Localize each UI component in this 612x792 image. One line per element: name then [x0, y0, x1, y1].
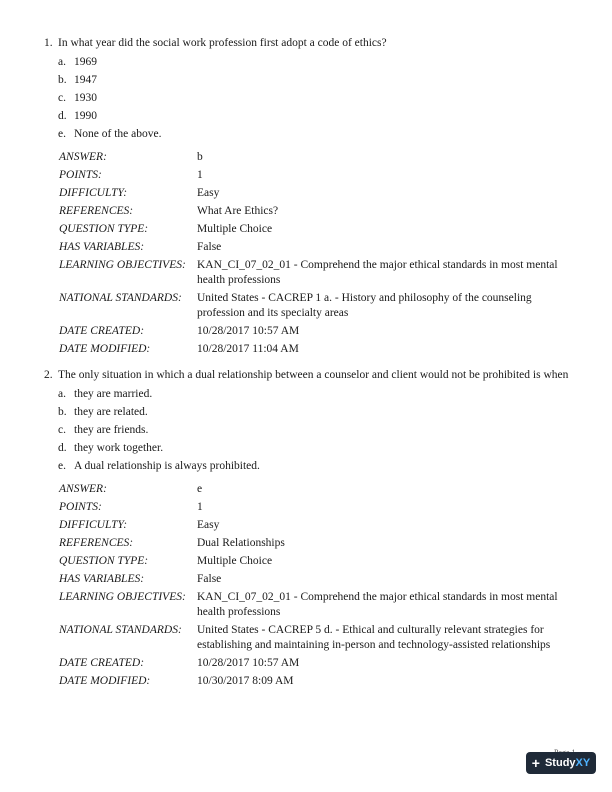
date-modified-value: 10/30/2017 8:09 AM: [197, 675, 294, 687]
answer-value: e: [197, 483, 203, 495]
date-modified-row: [59, 342, 584, 357]
points-label: POINTS:: [59, 501, 102, 513]
question-type-label: QUESTION TYPE:: [59, 223, 149, 235]
question-1: [44, 36, 584, 360]
option-letter: d.: [58, 110, 67, 122]
has-variables-label: HAS VARIABLES:: [59, 573, 145, 585]
option-d: [58, 107, 584, 125]
question-text: In what year did the social work profession first adopt a code of ethics?: [58, 37, 387, 49]
date-created-value: 10/28/2017 10:57 AM: [197, 657, 300, 669]
answer-row: [59, 482, 584, 497]
option-letter: e.: [58, 128, 66, 140]
option-letter: e.: [58, 460, 66, 472]
points-label: POINTS:: [59, 169, 102, 181]
has-variables-row: [59, 240, 584, 255]
references-value: What Are Ethics?: [197, 205, 279, 217]
option-e: [58, 125, 584, 143]
option-text: 1969: [74, 56, 97, 68]
option-text: A dual relationship is always prohibited.: [74, 460, 260, 472]
date-created-label: DATE CREATED:: [59, 325, 145, 337]
answer-row: [59, 150, 584, 165]
learning-objectives-row: [59, 258, 584, 288]
question-text: The only situation in which a dual relationship between a counselor and client would not be prohibited is when: [58, 369, 569, 381]
question-type-value: Multiple Choice: [197, 223, 273, 235]
question-2: [44, 368, 584, 692]
national-standards-value: United States - CACREP 5 d. - Ethical and culturally relevant strategies for establishing and maintaining in-person and technology-assisted relationships: [197, 624, 551, 651]
answer-value: b: [197, 151, 203, 163]
question-stem: [44, 36, 584, 51]
option-e: [58, 457, 584, 475]
references-label: REFERENCES:: [59, 537, 134, 549]
option-letter: b.: [58, 74, 67, 86]
national-standards-label: NATIONAL STANDARDS:: [59, 624, 182, 636]
question-number: 2.: [44, 369, 53, 381]
option-text: they are related.: [74, 406, 148, 418]
option-text: 1990: [74, 110, 97, 122]
option-letter: d.: [58, 442, 67, 454]
option-a: [58, 385, 584, 403]
answer-label: ANSWER:: [59, 151, 107, 163]
option-d: [58, 439, 584, 457]
points-value: 1: [197, 501, 203, 513]
date-created-label: DATE CREATED:: [59, 657, 145, 669]
has-variables-value: False: [197, 241, 222, 253]
option-b: [58, 71, 584, 89]
learning-objectives-label: LEARNING OBJECTIVES:: [59, 259, 186, 271]
references-label: REFERENCES:: [59, 205, 134, 217]
option-text: they are married.: [74, 388, 153, 400]
option-c: [58, 89, 584, 107]
difficulty-value: Easy: [197, 187, 220, 199]
national-standards-value: United States - CACREP 1 a. - History and philosophy of the counseling profession and its specialty areas: [197, 292, 532, 319]
has-variables-value: False: [197, 573, 222, 585]
option-letter: a.: [58, 56, 66, 68]
answer-options: [58, 385, 584, 475]
studyxy-badge[interactable]: [526, 752, 596, 774]
difficulty-row: [59, 518, 584, 533]
date-created-value: 10/28/2017 10:57 AM: [197, 325, 300, 337]
question-type-label: QUESTION TYPE:: [59, 555, 149, 567]
points-row: [59, 500, 584, 515]
option-letter: c.: [58, 424, 66, 436]
date-created-row: [59, 656, 584, 671]
option-text: 1930: [74, 92, 97, 104]
national-standards-label: NATIONAL STANDARDS:: [59, 292, 182, 304]
option-text: they are friends.: [74, 424, 149, 436]
has-variables-row: [59, 572, 584, 587]
option-text: None of the above.: [74, 128, 162, 140]
points-row: [59, 168, 584, 183]
question-type-row: [59, 222, 584, 237]
date-modified-label: DATE MODIFIED:: [59, 675, 151, 687]
option-letter: b.: [58, 406, 67, 418]
date-modified-row: [59, 674, 584, 689]
option-text: 1947: [74, 74, 97, 86]
question-number: 1.: [44, 37, 53, 49]
learning-objectives-value: KAN_CI_07_02_01 - Comprehend the major ethical standards in most mental health professions: [197, 259, 558, 286]
question-metadata: [59, 150, 584, 357]
option-letter: a.: [58, 388, 66, 400]
question-type-row: [59, 554, 584, 569]
references-row: [59, 204, 584, 219]
date-modified-value: 10/28/2017 11:04 AM: [197, 343, 299, 355]
learning-objectives-label: LEARNING OBJECTIVES:: [59, 591, 186, 603]
difficulty-row: [59, 186, 584, 201]
date-modified-label: DATE MODIFIED:: [59, 343, 151, 355]
learning-objectives-value: KAN_CI_07_02_01 - Comprehend the major ethical standards in most mental health professions: [197, 591, 558, 618]
option-text: they work together.: [74, 442, 164, 454]
points-value: 1: [197, 169, 203, 181]
question-type-value: Multiple Choice: [197, 555, 273, 567]
has-variables-label: HAS VARIABLES:: [59, 241, 145, 253]
option-c: [58, 421, 584, 439]
badge-text-main: Study: [544, 757, 576, 769]
badge-label: [545, 757, 590, 769]
national-standards-row: [59, 623, 584, 653]
references-row: [59, 536, 584, 551]
question-metadata: [59, 482, 584, 689]
date-created-row: [59, 324, 584, 339]
answer-options: [58, 53, 584, 143]
option-a: [58, 53, 584, 71]
difficulty-label: DIFFICULTY:: [59, 519, 128, 531]
difficulty-value: Easy: [197, 519, 220, 531]
difficulty-label: DIFFICULTY:: [59, 187, 128, 199]
option-b: [58, 403, 584, 421]
question-stem: [44, 368, 584, 383]
answer-label: ANSWER:: [59, 483, 107, 495]
national-standards-row: [59, 291, 584, 321]
plus-icon: +: [531, 755, 540, 771]
badge-text-accent: XY: [575, 757, 591, 769]
option-letter: c.: [58, 92, 66, 104]
learning-objectives-row: [59, 590, 584, 620]
references-value: Dual Relationships: [197, 537, 285, 549]
